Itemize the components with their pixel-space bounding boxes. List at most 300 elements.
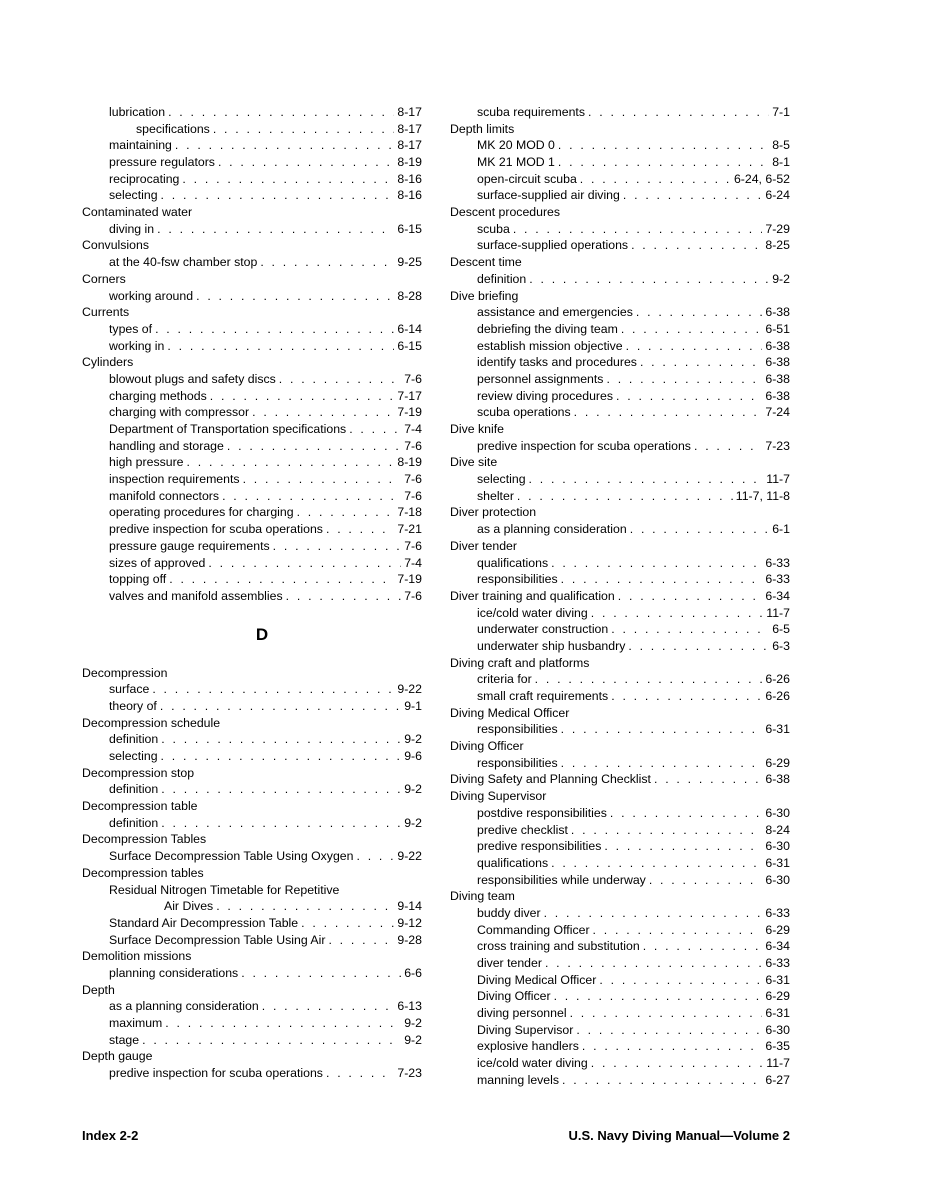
- index-entry: [82, 998, 422, 1015]
- index-term: definition: [109, 732, 159, 747]
- index-term: manifold connectors: [109, 488, 220, 503]
- index-term: small craft requirements: [477, 689, 609, 704]
- index-term: personnel assignments: [477, 371, 604, 386]
- page-reference: 6-31: [765, 972, 790, 987]
- index-entry: [450, 1005, 790, 1022]
- dot-leader: [591, 1055, 764, 1072]
- index-entry: [450, 171, 790, 188]
- page-reference: 7-17: [397, 388, 422, 403]
- index-term: lubrication: [109, 104, 166, 119]
- index-term: review diving procedures: [477, 388, 614, 403]
- index-entry: [450, 388, 790, 405]
- index-term: responsibilities: [477, 572, 558, 587]
- index-entry: [450, 905, 790, 922]
- index-entry: [82, 338, 422, 355]
- page-reference: 6-27: [765, 1072, 790, 1087]
- dot-leader: [210, 388, 395, 405]
- index-entry: [450, 204, 790, 221]
- index-entry: [82, 471, 422, 488]
- index-term: charging with compressor: [109, 405, 250, 420]
- index-term: ice/cold water diving: [477, 1056, 588, 1071]
- page-reference: 6-30: [765, 1022, 790, 1037]
- index-term: Convulsions: [82, 238, 149, 253]
- index-entry: [450, 304, 790, 321]
- page-reference: 7-19: [397, 572, 422, 587]
- index-term: assistance and emergencies: [477, 305, 633, 320]
- page-reference: 6-5: [772, 622, 790, 637]
- index-entry: [450, 838, 790, 855]
- page-reference: 8-17: [397, 104, 422, 119]
- page-reference: 9-2: [772, 271, 790, 286]
- index-entry: [450, 438, 790, 455]
- dot-leader: [155, 321, 394, 338]
- dot-leader: [561, 571, 763, 588]
- page-reference: 6-34: [765, 588, 790, 603]
- dot-leader: [142, 1032, 401, 1049]
- dot-leader: [187, 454, 395, 471]
- index-entry: [82, 982, 422, 999]
- dot-leader: [558, 137, 769, 154]
- index-entry: [82, 865, 422, 882]
- index-term: surface: [109, 682, 150, 697]
- page-reference: 7-6: [404, 488, 422, 503]
- dot-leader: [558, 154, 769, 171]
- index-entry: [82, 948, 422, 965]
- index-entry: [450, 588, 790, 605]
- index-term: Decompression schedule: [82, 715, 221, 730]
- index-term: Diving Safety and Planning Checklist: [450, 772, 651, 787]
- dot-leader: [227, 438, 401, 455]
- page-reference: 6-15: [397, 338, 422, 353]
- page-reference: 6-29: [765, 922, 790, 937]
- index-term: high pressure: [109, 455, 184, 470]
- page-reference: 7-1: [772, 104, 790, 119]
- dot-leader: [599, 972, 762, 989]
- index-term: Depth: [82, 982, 115, 997]
- page-reference: 6-38: [765, 371, 790, 386]
- dot-leader: [216, 898, 394, 915]
- page-reference: 9-2: [404, 815, 422, 830]
- index-entry: [82, 832, 422, 849]
- page-reference: 6-38: [765, 338, 790, 353]
- index-term: Decompression table: [82, 799, 198, 814]
- index-term: Diver protection: [450, 505, 537, 520]
- index-entry: [82, 104, 422, 121]
- index-entry: [82, 221, 422, 238]
- page-reference: 6-31: [765, 1006, 790, 1021]
- section-letter: D: [255, 624, 269, 644]
- index-entry: [450, 671, 790, 688]
- index-term: diving personnel: [477, 1006, 567, 1021]
- index-term: explosive handlers: [477, 1039, 579, 1054]
- dot-leader: [175, 137, 394, 154]
- page-reference: 9-12: [397, 915, 422, 930]
- index-entry: [450, 354, 790, 371]
- index-term: Descent time: [450, 255, 522, 270]
- index-entry: [82, 765, 422, 782]
- index-entry: [450, 772, 790, 789]
- index-term: Demolition missions: [82, 949, 192, 964]
- index-entry: [82, 521, 422, 538]
- dot-leader: [349, 421, 401, 438]
- index-term: ice/cold water diving: [477, 605, 588, 620]
- index-entry: [82, 254, 422, 271]
- index-term: Diver training and qualification: [450, 588, 615, 603]
- page-reference: 6-24, 6-52: [733, 171, 790, 186]
- index-term: working in: [109, 338, 165, 353]
- dot-leader: [576, 1022, 762, 1039]
- index-term: identify tasks and procedures: [477, 355, 637, 370]
- index-entry: [82, 304, 422, 321]
- footer-page-number: Index 2-2: [82, 1128, 139, 1143]
- index-entry: [450, 254, 790, 271]
- dot-leader: [513, 221, 763, 238]
- index-term: Department of Transportation specifications: [109, 422, 347, 437]
- page-reference: 9-6: [404, 749, 422, 764]
- page-reference: 8-16: [397, 171, 422, 186]
- page-reference: 7-6: [404, 371, 422, 386]
- dot-leader: [222, 488, 401, 505]
- index-term: stage: [109, 1032, 140, 1047]
- dot-leader: [208, 555, 401, 572]
- dot-leader: [610, 805, 763, 822]
- index-term: qualifications: [477, 555, 549, 570]
- index-entry: [450, 688, 790, 705]
- index-term: inspection requirements: [109, 472, 240, 487]
- index-entry: [450, 154, 790, 171]
- index-entry: [450, 571, 790, 588]
- index-entry: [82, 731, 422, 748]
- dot-leader: [649, 872, 763, 889]
- dot-leader: [161, 731, 401, 748]
- index-entry: [450, 187, 790, 204]
- index-entry: [82, 1065, 422, 1082]
- page-reference: 8-19: [397, 455, 422, 470]
- index-term: criteria for: [477, 672, 532, 687]
- index-term: diving in: [109, 221, 155, 236]
- page-reference: 6-26: [765, 689, 790, 704]
- index-term: Corners: [82, 271, 126, 286]
- page-reference: 6-35: [765, 1039, 790, 1054]
- page-reference: 7-29: [765, 221, 790, 236]
- index-term: Standard Air Decompression Table: [109, 915, 299, 930]
- index-term: Diving craft and platforms: [450, 655, 590, 670]
- page-reference: 6-30: [765, 805, 790, 820]
- index-term: scuba requirements: [477, 104, 585, 119]
- index-entry: [450, 888, 790, 905]
- dot-leader: [196, 288, 394, 305]
- index-term: Decompression: [82, 665, 168, 680]
- dot-leader: [356, 848, 394, 865]
- index-entry: [82, 187, 422, 204]
- index-term: surface-supplied operations: [477, 238, 629, 253]
- index-entry: [450, 521, 790, 538]
- index-entry: [82, 698, 422, 715]
- dot-leader: [279, 371, 401, 388]
- index-entry: [82, 1032, 422, 1049]
- page-reference: 9-2: [404, 1016, 422, 1031]
- index-entry: [450, 321, 790, 338]
- index-term: scuba: [477, 221, 510, 236]
- index-term: blowout plugs and safety discs: [109, 371, 276, 386]
- dot-leader: [273, 538, 402, 555]
- index-entry: [82, 505, 422, 522]
- dot-leader: [161, 748, 402, 765]
- index-entry: [450, 738, 790, 755]
- index-term: specifications: [136, 121, 210, 136]
- index-entry: [82, 321, 422, 338]
- index-entry: [82, 421, 422, 438]
- index-term: responsibilities: [477, 722, 558, 737]
- index-entry: [82, 781, 422, 798]
- page-reference: 6-29: [765, 755, 790, 770]
- page-reference: 6-6: [404, 965, 422, 980]
- dot-leader: [623, 187, 763, 204]
- dot-leader: [574, 404, 763, 421]
- index-term: MK 21 MOD 1: [477, 155, 555, 170]
- dot-leader: [593, 922, 763, 939]
- page-reference: 6-38: [765, 772, 790, 787]
- dot-leader: [631, 238, 762, 255]
- index-term: responsibilities: [477, 755, 558, 770]
- index-entry: [82, 438, 422, 455]
- dot-leader: [636, 304, 763, 321]
- index-entry: [82, 121, 422, 138]
- index-entry: [82, 555, 422, 572]
- page-reference: 7-23: [397, 1066, 422, 1081]
- page-reference: 8-16: [397, 188, 422, 203]
- index-entry: [450, 621, 790, 638]
- index-term: establish mission objective: [477, 338, 623, 353]
- page-reference: 6-33: [765, 956, 790, 971]
- index-entry: [82, 538, 422, 555]
- index-term: debriefing the diving team: [477, 321, 618, 336]
- index-term: maintaining: [109, 138, 172, 153]
- page-reference: 6-33: [765, 572, 790, 587]
- dot-leader: [561, 755, 763, 772]
- dot-leader: [165, 1015, 401, 1032]
- index-term: Residual Nitrogen Timetable for Repetitive: [109, 882, 340, 897]
- index-term: pressure gauge requirements: [109, 538, 270, 553]
- index-term: Commanding Officer: [477, 922, 590, 937]
- index-term: theory of: [109, 698, 157, 713]
- dot-leader: [570, 1005, 763, 1022]
- index-entry: [450, 121, 790, 138]
- index-term: underwater ship husbandry: [477, 638, 626, 653]
- index-term: Diving Supervisor: [450, 789, 547, 804]
- index-term: Decompression stop: [82, 765, 195, 780]
- dot-leader: [161, 781, 401, 798]
- index-term: MK 20 MOD 0: [477, 138, 555, 153]
- index-term: Depth gauge: [82, 1049, 153, 1064]
- dot-leader: [326, 521, 394, 538]
- index-term: Currents: [82, 305, 130, 320]
- index-term: open-circuit scuba: [477, 171, 577, 186]
- index-term: topping off: [109, 572, 167, 587]
- page-reference: 7-19: [397, 405, 422, 420]
- index-entry: [450, 805, 790, 822]
- index-entry: [82, 915, 422, 932]
- index-entry: [82, 271, 422, 288]
- dot-leader: [554, 988, 763, 1005]
- dot-leader: [591, 605, 764, 622]
- index-entry: [450, 872, 790, 889]
- index-term: selecting: [109, 188, 158, 203]
- dot-leader: [535, 671, 763, 688]
- index-term: pressure regulators: [109, 155, 215, 170]
- page-reference: 11-7: [766, 1056, 790, 1071]
- page-reference: 11-7: [766, 472, 790, 487]
- page-reference: 6-33: [765, 905, 790, 920]
- index-term: sizes of approved: [109, 555, 206, 570]
- page-reference: 9-2: [404, 732, 422, 747]
- index-term: handling and storage: [109, 438, 224, 453]
- index-entry: [82, 571, 422, 588]
- index-entry: [450, 755, 790, 772]
- index-term: Air Dives: [164, 899, 214, 914]
- index-term: Diving Officer: [477, 989, 551, 1004]
- dot-leader: [545, 955, 762, 972]
- dot-leader: [544, 905, 763, 922]
- index-entry: [82, 454, 422, 471]
- dot-leader: [588, 104, 769, 121]
- page-reference: 7-6: [404, 472, 422, 487]
- page-reference: 7-24: [765, 405, 790, 420]
- page-reference: 9-1: [404, 698, 422, 713]
- dot-leader: [157, 221, 394, 238]
- index-term: Decompression Tables: [82, 832, 207, 847]
- index-entry: [450, 855, 790, 872]
- dot-leader: [551, 855, 762, 872]
- index-term: predive inspection for scuba operations: [477, 438, 691, 453]
- dot-leader: [604, 838, 762, 855]
- page-reference: 8-5: [772, 138, 790, 153]
- index-term: postdive responsibilities: [477, 805, 607, 820]
- index-term: Diver tender: [450, 538, 517, 553]
- index-term: selecting: [477, 472, 526, 487]
- dot-leader: [301, 915, 394, 932]
- index-entry: [450, 505, 790, 522]
- index-term: predive inspection for scuba operations: [109, 1066, 323, 1081]
- dot-leader: [618, 588, 763, 605]
- index-entry: [82, 882, 422, 899]
- index-term: predive inspection for scuba operations: [109, 522, 323, 537]
- page-reference: 6-38: [765, 305, 790, 320]
- index-term: at the 40-fsw chamber stop: [109, 255, 258, 270]
- index-entry: [450, 955, 790, 972]
- page-reference: 6-26: [765, 672, 790, 687]
- index-term: valves and manifold assemblies: [109, 588, 283, 603]
- index-term: Dive knife: [450, 422, 504, 437]
- page-reference: 9-2: [404, 1032, 422, 1047]
- index-entry: [82, 154, 422, 171]
- index-entry: [450, 221, 790, 238]
- index-entry: [450, 972, 790, 989]
- page-reference: 7-4: [404, 422, 422, 437]
- dot-leader: [580, 171, 731, 188]
- dot-leader: [630, 521, 770, 538]
- page-reference: 6-14: [397, 321, 422, 336]
- dot-leader: [611, 688, 762, 705]
- index-entry: [450, 1039, 790, 1056]
- dot-leader: [241, 965, 401, 982]
- page-reference: 6-15: [397, 221, 422, 236]
- page-reference: 9-22: [397, 682, 422, 697]
- dot-leader: [161, 815, 401, 832]
- index-term: definition: [477, 271, 527, 286]
- index-entry: [450, 638, 790, 655]
- index-entry: [82, 748, 422, 765]
- index-term: Diving Officer: [450, 739, 524, 754]
- dot-leader: [152, 681, 394, 698]
- index-entry: [450, 104, 790, 121]
- index-entry: [82, 932, 422, 949]
- index-entry: [450, 538, 790, 555]
- index-term: Dive briefing: [450, 288, 519, 303]
- index-entry: [82, 288, 422, 305]
- dot-leader: [252, 404, 394, 421]
- dot-leader: [328, 932, 394, 949]
- index-term: Contaminated water: [82, 205, 193, 220]
- index-term: Decompression tables: [82, 865, 204, 880]
- dot-leader: [626, 338, 763, 355]
- index-term: Diving Medical Officer: [450, 705, 570, 720]
- index-term: operating procedures for charging: [109, 505, 294, 520]
- dot-leader: [161, 187, 395, 204]
- dot-leader: [243, 471, 402, 488]
- index-entry: [450, 338, 790, 355]
- page-reference: 6-30: [765, 839, 790, 854]
- page-reference: 7-4: [404, 555, 422, 570]
- dot-leader: [606, 371, 762, 388]
- index-entry: [450, 938, 790, 955]
- index-term: Descent procedures: [450, 205, 561, 220]
- page-reference: 6-38: [765, 355, 790, 370]
- index-term: Diving team: [450, 889, 515, 904]
- index-entry: [82, 137, 422, 154]
- dot-leader: [571, 822, 762, 839]
- page-reference: 6-51: [765, 321, 790, 336]
- page-reference: 8-24: [765, 822, 790, 837]
- index-entry: [450, 822, 790, 839]
- dot-leader: [262, 998, 395, 1015]
- index-entry: [450, 655, 790, 672]
- page-reference: 11-7: [766, 605, 790, 620]
- dot-leader: [286, 588, 402, 605]
- index-entry: [450, 988, 790, 1005]
- index-entry: [450, 1022, 790, 1039]
- dot-leader: [160, 698, 401, 715]
- index-entry: [82, 354, 422, 371]
- index-entry: [450, 288, 790, 305]
- page-reference: 11-7, 11-8: [735, 488, 790, 503]
- index-term: cross training and substitution: [477, 939, 640, 954]
- index-entry: [450, 371, 790, 388]
- index-term: Diving Supervisor: [477, 1022, 574, 1037]
- page-reference: 6-31: [765, 855, 790, 870]
- page-reference: 6-3: [772, 638, 790, 653]
- page-reference: 9-2: [404, 782, 422, 797]
- index-entry: [450, 238, 790, 255]
- index-entry: [450, 1072, 790, 1089]
- dot-leader: [654, 772, 762, 789]
- index-entry: [82, 404, 422, 421]
- index-term: surface-supplied air diving: [477, 188, 620, 203]
- index-entry: [82, 898, 422, 915]
- index-column-right: [450, 104, 790, 1089]
- page-reference: 6-33: [765, 555, 790, 570]
- index-term: maximum: [109, 1016, 163, 1031]
